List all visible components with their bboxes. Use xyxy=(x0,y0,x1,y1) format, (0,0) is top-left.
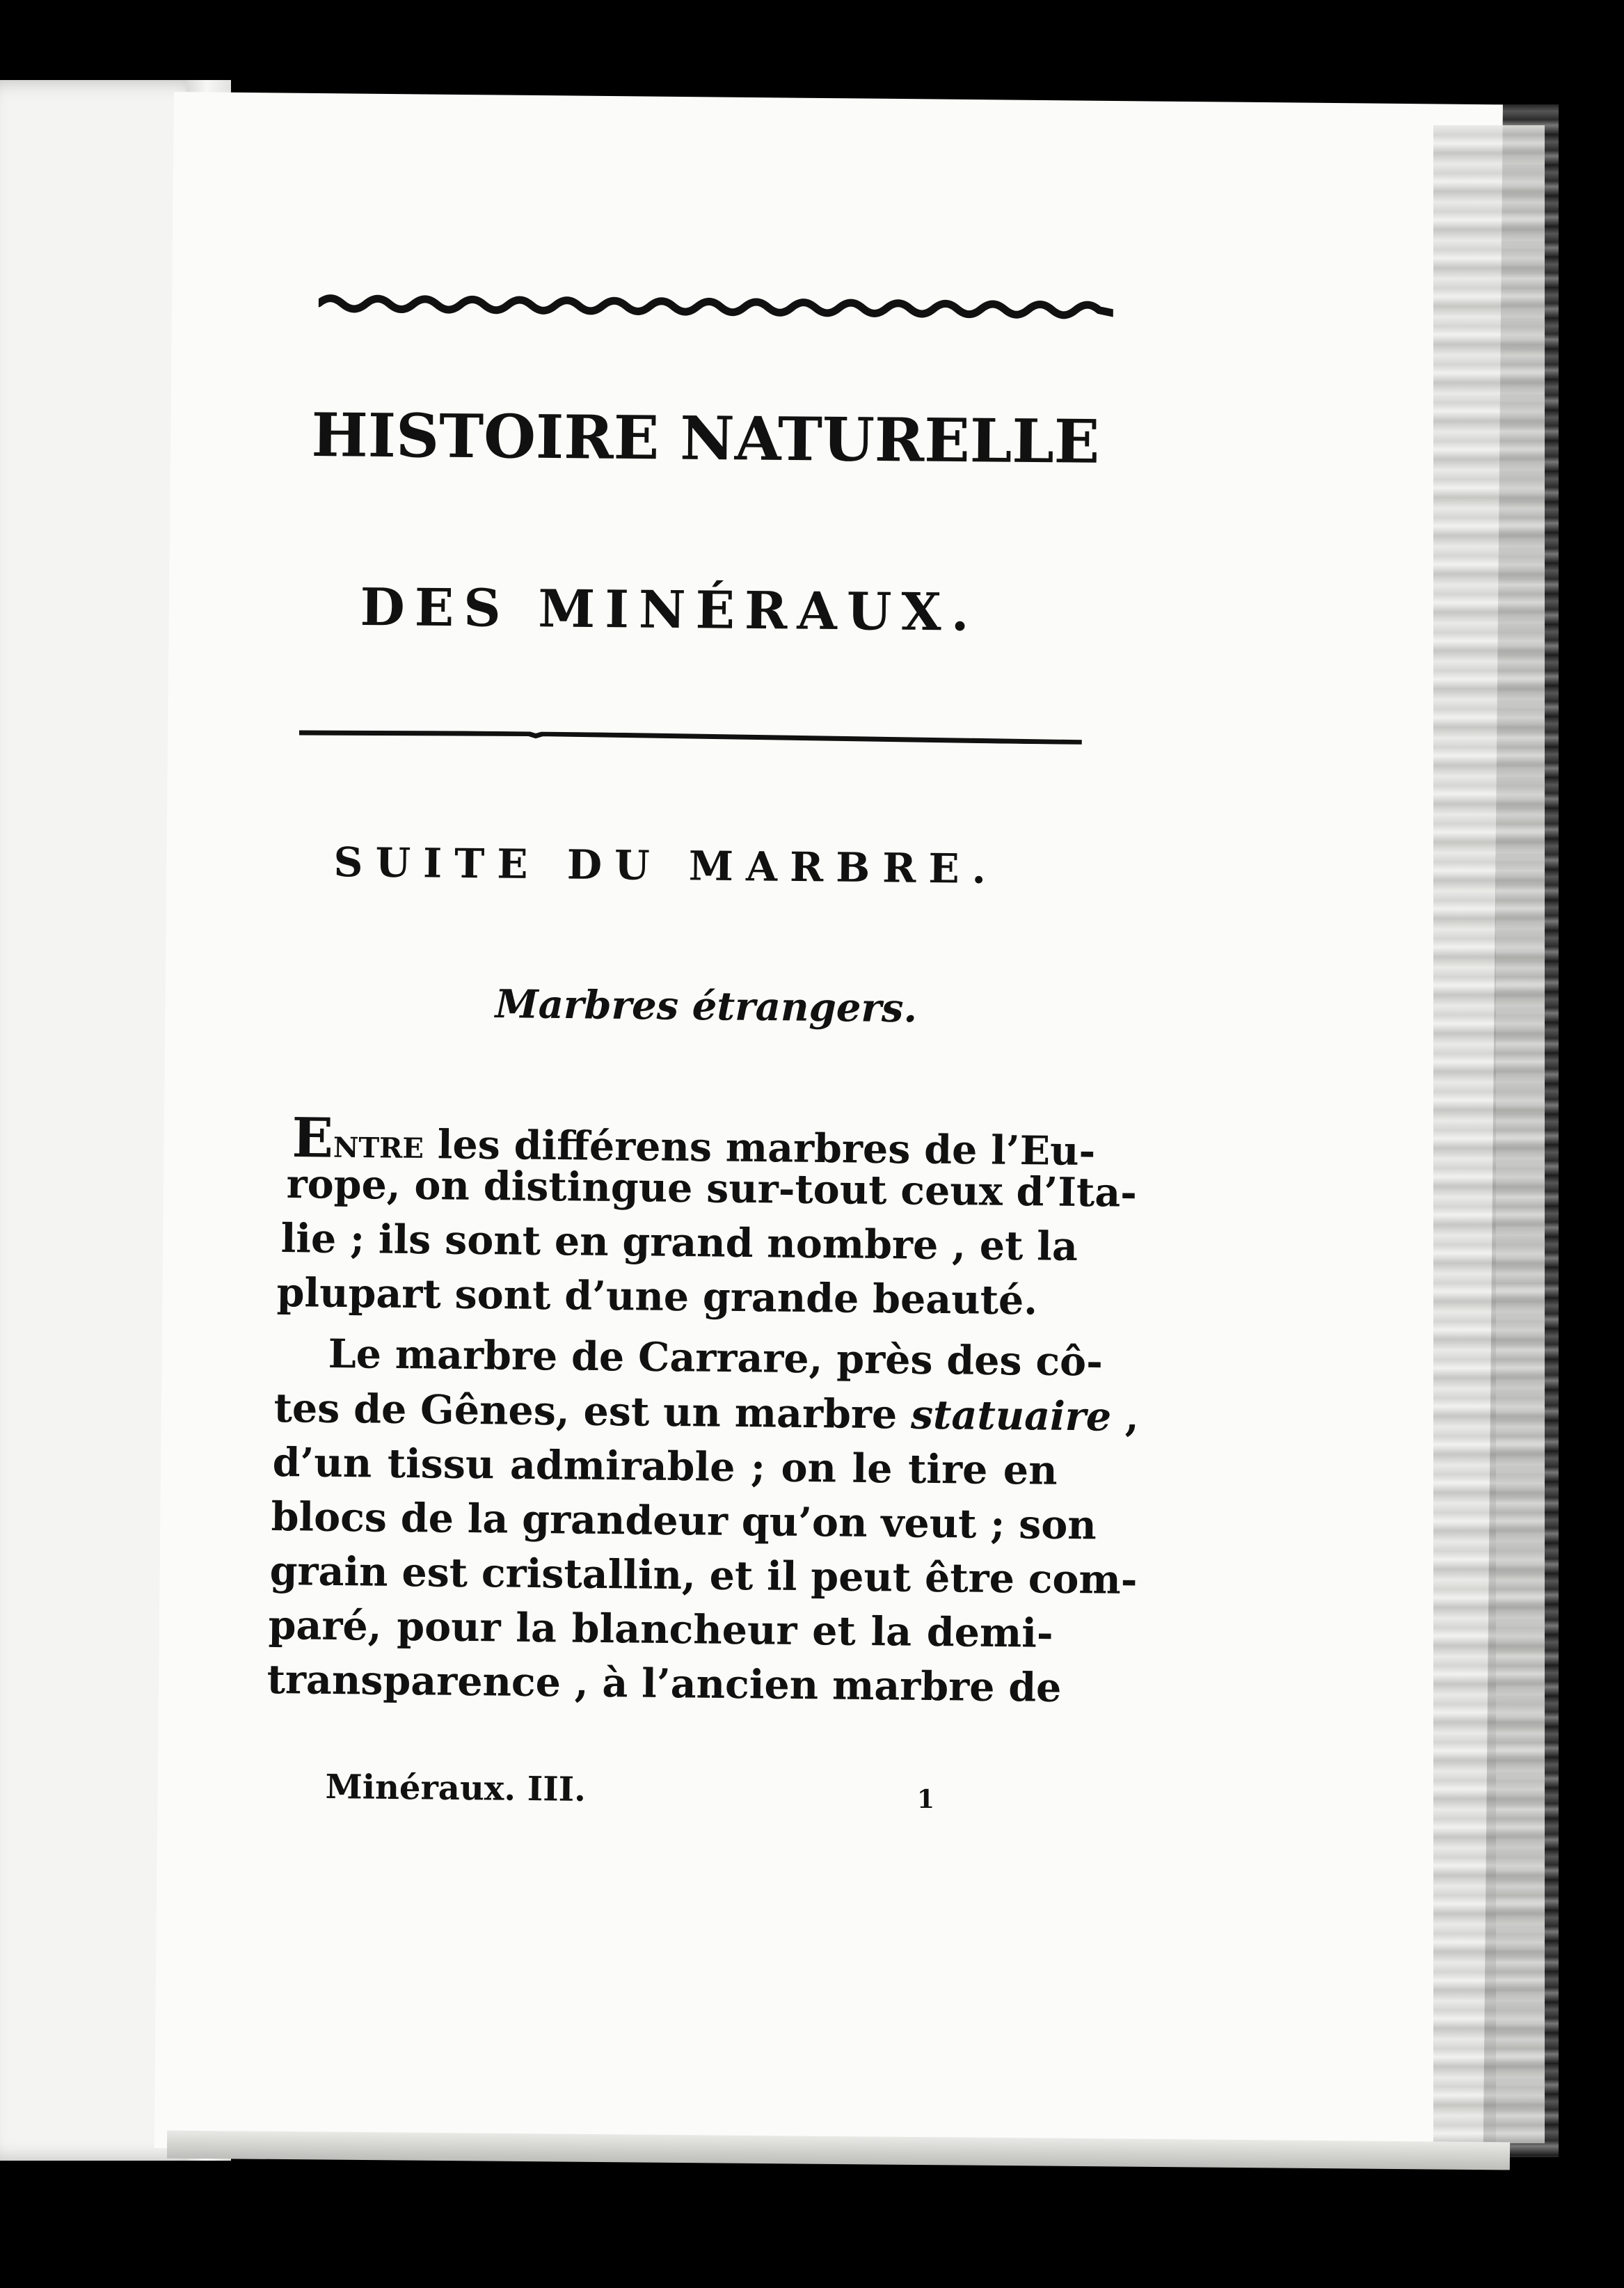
body-line: blocs de la grandeur qu’on veut ; son xyxy=(271,1493,1097,1549)
italic-word: statuaire xyxy=(910,1391,1112,1440)
body-line: rope, on distingue sur-tout ceux d’Ita- xyxy=(286,1161,1138,1216)
gathering-number: 1 xyxy=(917,1785,935,1814)
body-line: lie ; ils sont en grand nombre , et la xyxy=(280,1215,1078,1270)
page-title-line-2: DES MINÉRAUX. xyxy=(360,578,979,643)
page-title-line-1: HISTOIRE NATURELLE xyxy=(311,400,1100,477)
signature-mark: Minéraux. III. xyxy=(325,1767,587,1809)
drop-cap: E xyxy=(292,1106,334,1170)
body-line: d’un tissu admirable ; on le tire en xyxy=(272,1439,1058,1494)
body-line xyxy=(273,1385,1140,1441)
body-line: plupart sont d’une grande beauté. xyxy=(276,1269,1038,1324)
body-line: paré, pour la blancheur et la demi- xyxy=(268,1602,1053,1657)
line-text: , xyxy=(1110,1393,1140,1441)
line-text: tes de Gênes, est un marbre xyxy=(273,1385,911,1438)
section-title: SUITE DU MARBRE. xyxy=(333,839,999,893)
subsection-title: Marbres étrangers. xyxy=(495,981,918,1032)
small-caps-word: ntre xyxy=(333,1120,424,1168)
body-line: Le marbre de Carrare, près des cô- xyxy=(328,1330,1104,1385)
body-line: transparence , à l’ancien marbre de xyxy=(266,1656,1062,1711)
line-text: les différens marbres de l’Eu- xyxy=(423,1120,1096,1175)
page-deckled-edge xyxy=(1433,125,1545,2143)
body-line: grain est cristallin, et il peut être com- xyxy=(269,1548,1138,1604)
